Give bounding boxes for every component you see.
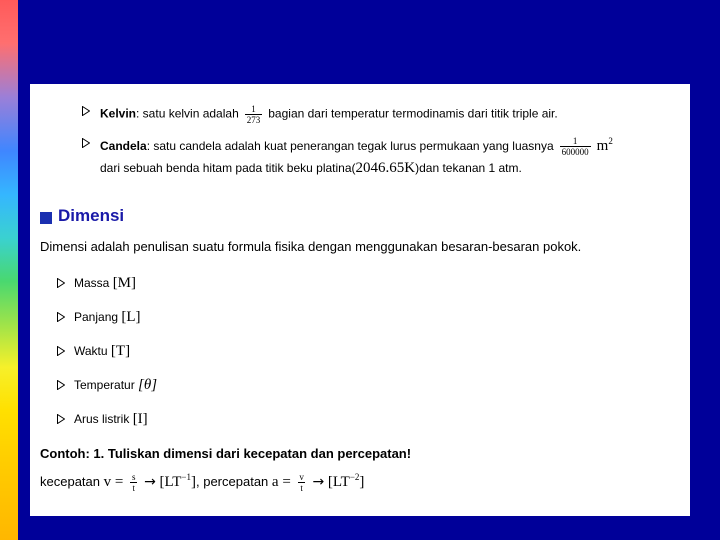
dimension-item-massa [57, 272, 690, 294]
dimension-item-waktu [57, 340, 690, 362]
triangle-bullet-icon [57, 414, 65, 424]
triangle-bullet-icon [57, 346, 65, 356]
dimension-label: Panjang [74, 310, 119, 324]
dimension-label: Arus listrik [74, 412, 130, 426]
v-lhs: v = [103, 474, 124, 490]
dimension-symbol: [L] [121, 309, 141, 325]
candela-line2-math: 2046.65K [355, 160, 416, 176]
kelvin-frac-den: 273 [246, 115, 261, 125]
slide-content [30, 84, 690, 516]
triangle-bullet-icon [57, 380, 65, 390]
triangle-bullet-icon [57, 278, 65, 288]
candela-unit: $m^2$ [596, 136, 613, 154]
v-frac-den: t [132, 483, 135, 494]
triangle-bullet-icon [57, 312, 65, 322]
bullet-kelvin [82, 102, 690, 125]
arrow-icon: → [312, 474, 325, 490]
a-frac-den: t [300, 483, 303, 494]
arrow-icon: → [144, 474, 156, 490]
percepatan-label: , percepatan [196, 474, 269, 489]
dimension-item-arus-listrik [57, 408, 690, 430]
section-square-icon [40, 212, 52, 224]
v-frac-num: s [131, 472, 136, 483]
dimension-label: Waktu [74, 344, 108, 358]
candela-frac-den: 600000 [561, 147, 589, 158]
dimension-label: Temperatur [74, 378, 135, 392]
dimension-symbol: [M] [112, 275, 137, 291]
triangle-bullet-icon [82, 106, 90, 116]
a-dimension: $[LT^{-2}]$ [327, 472, 365, 490]
a-lhs: a = [271, 474, 291, 490]
kelvin-fraction [245, 104, 263, 125]
candela-frac-num: 1 [572, 136, 578, 147]
candela-line2-before: dari sebuah benda hitam pada titik beku platina( [100, 161, 356, 175]
candela-term: Candela [100, 139, 147, 153]
a-frac-num: v [299, 472, 304, 483]
dimension-label: Massa [74, 276, 110, 290]
kelvin-frac-num: 1 [251, 104, 256, 114]
dimension-item-panjang [57, 306, 690, 328]
candela-line2-after: )dan tekanan 1 atm. [415, 161, 522, 175]
candela-fraction [560, 136, 591, 157]
bullet-candela [82, 132, 690, 180]
a-fraction [297, 472, 306, 493]
dimension-symbol: [θ] [138, 377, 158, 393]
section-intro [40, 239, 690, 254]
candela-text-before: : satu candela adalah kuat penerangan tegak lurus permukaan yang luasnya [146, 139, 554, 153]
kecepatan-label: kecepatan [40, 474, 100, 489]
section-title: Dimensi [58, 206, 125, 225]
v-dimension: $[LT^{-1}]$ [159, 472, 196, 490]
dimension-symbol: [T] [110, 343, 131, 359]
triangle-bullet-icon [82, 138, 90, 148]
kelvin-term: Kelvin [100, 106, 137, 121]
v-fraction [130, 472, 138, 493]
example-formula-line [40, 472, 690, 493]
section-intro-text: Dimensi adalah penulisan suatu formula fisika dengan menggunakan besaran-besaran pokok. [40, 239, 582, 254]
dimension-item-temperatur [57, 374, 690, 396]
rainbow-sidebar [0, 0, 18, 540]
dimension-symbol: [I] [132, 411, 148, 427]
example-heading-text: Contoh: 1. Tuliskan dimensi dari kecepatan dan percepatan! [40, 446, 412, 461]
kelvin-text-before: : satu kelvin adalah [136, 106, 239, 121]
example-heading [40, 446, 690, 461]
kelvin-text-after: bagian dari temperatur termodinamis dari titik triple air. [268, 106, 558, 121]
